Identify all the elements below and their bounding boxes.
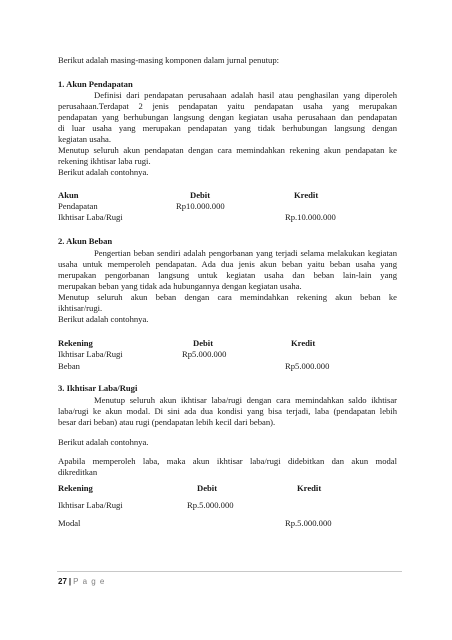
table-cell-account: Ikhtisar Laba/Rugi (58, 500, 123, 510)
table-header-debit: Debit (193, 338, 214, 348)
section-3-heading: 3. Ikhtisar Laba/Rugi (58, 383, 138, 393)
table-header-credit: Kredit (294, 190, 319, 200)
page-number: 27 (58, 577, 67, 586)
table-cell-account: Modal (58, 518, 81, 528)
section-1-paragraph-line: Definisi dari pendapatan perusahaan adalah hasil atau penghasilan yang diperoleh (94, 90, 397, 100)
section-2-paragraph-line: merupakan pengorbanan langsung untuk kegiatan usaha dan beban lain-lain yang (58, 270, 397, 280)
footer-separator: | (68, 577, 72, 586)
table-cell-account: Beban (58, 361, 80, 371)
section-1-paragraph-line: rekening ikhtisar laba rugi. (58, 156, 151, 166)
page-footer (58, 577, 105, 586)
section-2-paragraph-line: Pengertian beban sendiri adalah pengorbanan yang terjadi selama melakukan kegiatan (94, 248, 397, 258)
table-cell-credit: Rp.5.000.000 (285, 518, 332, 528)
table-cell-debit: Rp10.000.000 (176, 201, 225, 211)
section-1-paragraph-line: di luar usaha yang merupakan pendapatan yang tidak berhubungan langsung dengan (58, 123, 397, 133)
section-3-paragraph-line: laba/rugi ke akun modal. Di sini ada dua kondisi yang bisa terjadi, laba (pendapatan lebih (58, 406, 397, 416)
section-1-heading: 1. Akun Pendapatan (58, 79, 133, 89)
section-1-paragraph-line: kegiatan usaha. (58, 134, 111, 144)
intro-text: Berikut adalah masing-masing komponen dalam jurnal penutup: (58, 55, 279, 65)
section-3-condition-line: dikreditkan (58, 467, 98, 477)
section-2-paragraph-line: ikhtisar/rugi. (58, 303, 103, 313)
section-1-paragraph-line: Berikut adalah contohnya. (58, 167, 149, 177)
table-cell-account: Pendapatan (58, 201, 98, 211)
table-cell-debit: Rp5.000.000 (182, 349, 227, 359)
table-header-account: Akun (58, 190, 79, 200)
table-cell-account: Ikhtisar Laba/Rugi (58, 349, 123, 359)
section-3-paragraph-line: Menutup seluruh akun ikhtisar laba/rugi dengan cara memindahkan saldo ikhtisar (94, 395, 397, 405)
section-3-condition-line: Apabila memperoleh laba, maka akun ikhtisar laba/rugi didebitkan dan akun modal (58, 456, 397, 466)
table-header-debit: Debit (197, 483, 218, 493)
section-1-paragraph-line: pendapatan yang berhubungan langsung dengan kegiatan usaha perusahaan dan pendapatan (58, 112, 397, 122)
section-2-paragraph-line: merupakan beban yang tidak ada hubungannya dengan kegiatan usaha. (58, 281, 302, 291)
section-1-paragraph-line: perusahaan.Terdapat 2 jenis pendapatan yaitu pendapatan usaha yang merupakan (58, 101, 397, 111)
page-label: P a g e (73, 577, 106, 586)
section-1-paragraph-line: Menutup seluruh akun pendapatan dengan cara memindahkan rekening akun pendapatan ke (58, 145, 397, 155)
table-cell-credit: Rp.10.000.000 (285, 212, 336, 222)
footer-divider (57, 571, 402, 572)
table-header-credit: Kredit (291, 338, 316, 348)
section-3-paragraph-line: besar dari beban) atau rugi (pendapatan lebih kecil dari beban). (58, 417, 276, 427)
table-header-credit: Kredit (297, 483, 322, 493)
section-2-paragraph-line: Berikut adalah contohnya. (58, 314, 149, 324)
table-cell-debit: Rp.5.000.000 (187, 500, 234, 510)
section-2-heading: 2. Akun Beban (58, 236, 113, 246)
table-header-debit: Debit (190, 190, 211, 200)
table-cell-credit: Rp5.000.000 (285, 361, 330, 371)
section-3-example-text: Berikut adalah contohnya. (58, 437, 149, 447)
table-header-account: Rekening (58, 483, 93, 493)
section-2-paragraph-line: usaha untuk memperoleh pendapatan. Ada dua jenis akun beban yaitu beban usaha yang (58, 259, 397, 269)
table-header-account: Rekening (58, 338, 93, 348)
section-2-paragraph-line: Menutup seluruh akun beban dengan cara memindahkan rekening akun beban ke (58, 292, 397, 302)
table-cell-account: Ikhtisar Laba/Rugi (58, 212, 123, 222)
